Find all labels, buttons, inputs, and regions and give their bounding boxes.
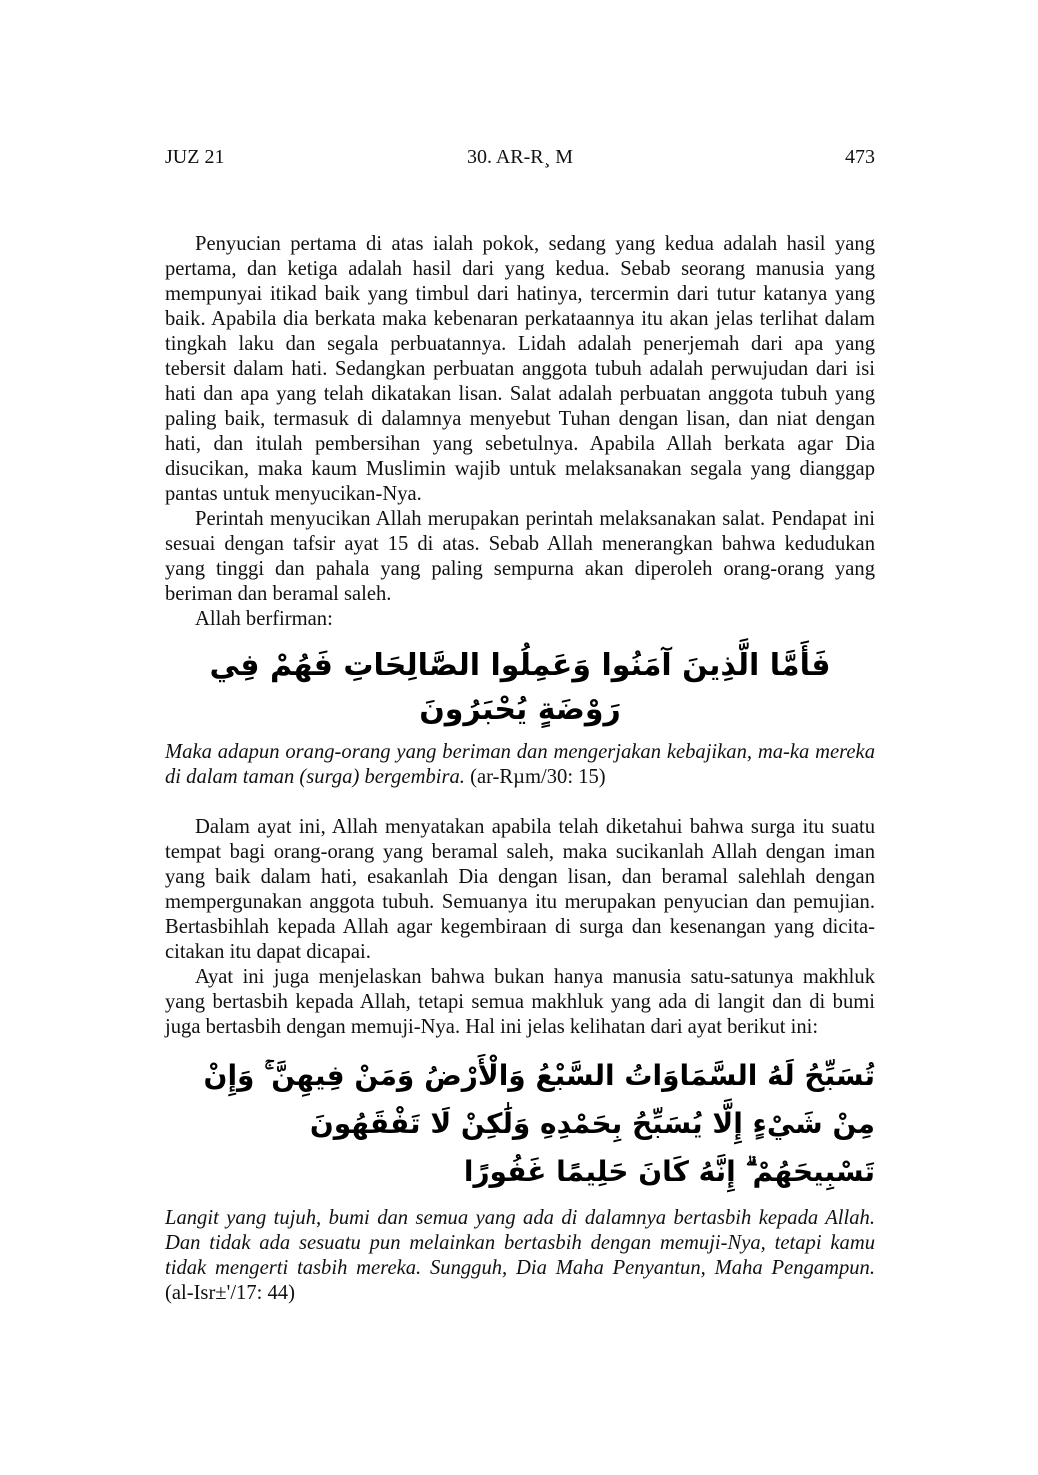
verse-2-translation-text: Langit yang tujuh, bumi dan semua yang ada di dalamnya bertasbih kepada Allah. Dan tidak ada sesuatu pun melainkan bertasbih dengan memuji-Nya, tetapi kamu tidak mengerti tasbih mereka. Sungguh, Dia Maha Penyantun, Maha Pengampun. [165,1207,875,1279]
page-body [165,232,875,1306]
juz-label: JUZ 21 [165,146,225,168]
verse-2-translation [165,1206,875,1306]
verse-1-reference: (ar-Rµm/30: 15) [470,766,606,788]
paragraph-2: Perintah menyucikan Allah merupakan perintah melaksanakan salat. Pendapat ini sesuai dengan tafsir ayat 15 di atas. Sebab Allah menerangkan bahwa kedudukan yang tinggi dan pahala yang paling sempurna akan diperoleh orang-orang yang beriman dan beramal saleh. [165,508,875,605]
verse-1-translation-text: Maka adapun orang-orang yang beriman dan mengerjakan kebajikan, ma-ka mereka di dalam taman (surga) bergembira. [165,741,875,788]
arabic-verse-2-line-2: تَسْبِيحَهُمْ ۗ إِنَّهُ كَانَ حَلِيمًا غَفُورًا [463,1155,875,1188]
page-number: 473 [845,146,875,168]
arabic-verse-1: فَأَمَّا الَّذِينَ آمَنُوا وَعَمِلُوا الصَّالِحَاتِ فَهُمْ فِي رَوْضَةٍ يُحْبَرُونَ [209,648,831,727]
page-header [165,146,875,174]
verse-2-reference: (al-Isr±'/17: 44) [165,1282,295,1304]
paragraph-5: Ayat ini juga menjelaskan bahwa bukan hanya manusia satu-satunya makhluk yang bertasbih kepada Allah, tetapi semua makhluk yang ada di langit dan di bumi juga bertasbih dengan memuji-Nya. Hal ini jelas kelihatan dari ayat berikut ini: [165,966,875,1038]
spacer [165,790,875,815]
arabic-verse-2 [165,1052,875,1196]
surah-title: 30. AR-R¸ M [466,146,574,168]
verse-1-translation [165,740,875,790]
paragraph-4: Dalam ayat ini, Allah menyatakan apabila telah diketahui bahwa surga itu suatu tempat bagi orang-orang yang beramal saleh, maka sucikanlah Allah dengan iman yang baik dalam hati, esakanlah Dia dengan lisan, dan beramal salehlah dengan mempergunakan anggota tubuh. Semuanya itu merupakan penyucian dan pemujian. Bertasbihlah kepada Allah agar kegembiraan di surga dan kesenangan yang dicita-citakan itu dapat dicapai. [165,816,875,963]
arabic-verse-2-line-1: تُسَبِّحُ لَهُ السَّمَاوَاتُ السَّبْعُ وَالْأَرْضُ وَمَنْ فِيهِنَّ ۚ وَإِنْ مِنْ شَيْءٍ إِلَّا يُسَبِّحُ بِحَمْدِهِ وَلَٰكِنْ لَا تَفْقَهُونَ [203,1059,875,1140]
paragraph-1: Penyucian pertama di atas ialah pokok, sedang yang kedua adalah hasil yang pertama, dan ketiga adalah hasil dari yang kedua. Sebab seorang manusia yang mempunyai itikad baik yang timbul dari hatinya, tercermin dari tutur katanya yang baik. Apabila dia berkata maka kebenaran perkataannya itu akan jelas terlihat dalam tingkah laku dan segala perbuatannya. Lidah adalah penerjemah dari apa yang tebersit dalam hati. Sedangkan perbuatan anggota tubuh adalah perwujudan dari isi hati dan apa yang telah dikatakan lisan. Salat adalah perbuatan anggota tubuh yang paling baik, termasuk di dalamnya menyebut Tuhan dengan lisan, dan niat dengan hati, dan itulah pembersihan yang sebetulnya. Apabila Allah berkata agar Dia disucikan, maka kaum Muslimin wajib untuk melaksanakan segala yang dianggap pantas untuk menyucikan-Nya. [165,233,875,505]
paragraph-3: Allah berfirman: [195,608,333,630]
